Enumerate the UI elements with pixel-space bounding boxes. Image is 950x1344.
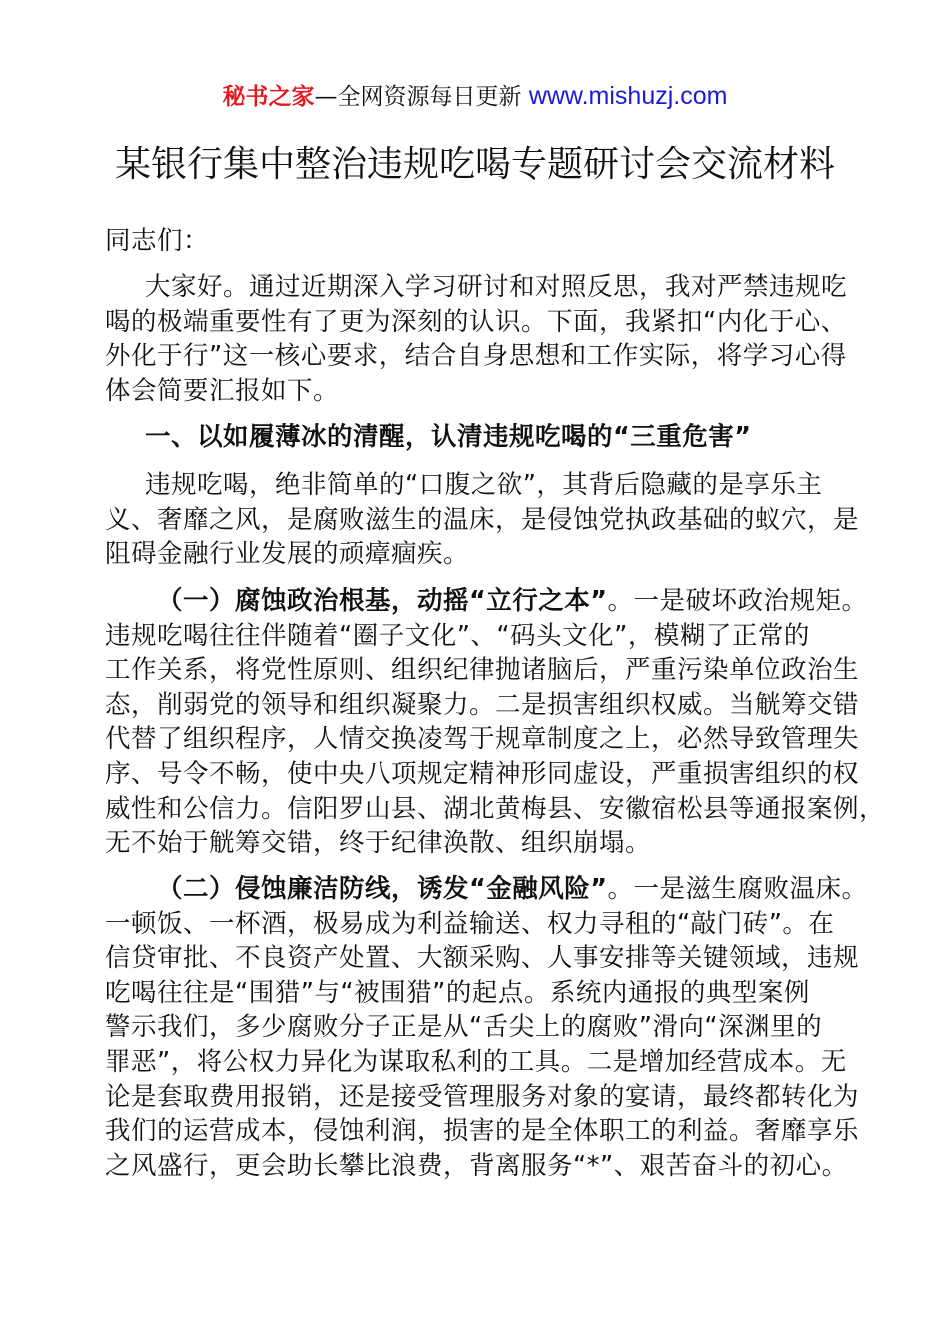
paragraph-line: 信贷审批、不良资产处置、大额采购、人事安排等关键领域，违规 xyxy=(105,943,860,974)
paragraph-line: 违规吃喝往往伴随着“圈子文化”、“码头文化”，模糊了正常的 xyxy=(105,620,810,651)
paragraph-line xyxy=(105,584,868,619)
paragraph-line: 序、号令不畅，使中央八项规定精神形同虚设，严重损害组织的权 xyxy=(105,758,860,789)
paragraph-line: 工作关系，将党性原则、组织纪律抛诸脑后，严重污染单位政治生 xyxy=(105,655,860,686)
paragraph-line: 一顿饭、一杯酒，极易成为利益输送、权力寻租的“敲门砖”。在 xyxy=(105,908,835,939)
subsection2-paragraph xyxy=(105,872,868,1183)
paragraph-line: 吃喝往往是“围猎”与“被围猎”的起点。系统内通报的典型案例 xyxy=(105,977,810,1008)
paragraph-line: 罪恶”，将公权力异化为谋取私利的工具。二是增加经营成本。无 xyxy=(105,1046,847,1077)
paragraph-line: 论是套取费用报销，还是接受管理服务对象的宴请，最终都转化为 xyxy=(105,1081,860,1112)
section1-heading-block xyxy=(105,420,865,455)
paragraph-line: 大家好。通过近期深入学习研讨和对照反思，我对严禁违规吃 xyxy=(145,272,848,302)
paragraph-line: 喝的极端重要性有了更为深刻的认识。下面，我紧扣“内化于心、 xyxy=(105,306,847,337)
paragraph-line: 违规吃喝，绝非简单的“口腹之欲”，其背后隐藏的是享乐主 xyxy=(145,470,823,500)
subsection-heading: （二）侵蚀廉洁防线，诱发“金融风险” xyxy=(157,874,608,904)
paragraph-line: 义、奢靡之风，是腐败滋生的温床，是侵蚀党执政基础的蚁穴，是 xyxy=(105,504,860,535)
subsection-heading: （一）腐蚀政治根基，动摇“立行之本” xyxy=(157,586,608,616)
paragraph-line xyxy=(105,872,868,907)
paragraph-line: 警示我们，多少腐败分子正是从“舌尖上的腐败”滑向“深渊里的 xyxy=(105,1012,823,1043)
section1-intro-paragraph xyxy=(105,468,865,572)
paragraph-line: 态，削弱党的领导和组织凝聚力。二是损害组织权威。当觥筹交错 xyxy=(105,689,860,720)
site-header xyxy=(0,80,950,113)
paragraph-line: 我们的运营成本，侵蚀利润，损害的是全体职工的利益。奢靡享乐 xyxy=(105,1116,860,1147)
salutation-text: 同志们： xyxy=(105,226,210,256)
paragraph-line: 体会简要汇报如下。 xyxy=(105,375,340,406)
paragraph-line: 代替了组织程序，人情交换凌驾于规章制度之上，必然导致管理失 xyxy=(105,724,860,755)
paragraph-line: 之风盛行，更会助长攀比浪费，背离服务“*”、艰苦奋斗的初心。 xyxy=(105,1150,848,1181)
document-title: 某银行集中整治违规吃喝专题研讨会交流材料 xyxy=(114,144,835,185)
paragraph-line: 阻碍金融行业发展的顽瘴痼疾。 xyxy=(105,539,470,570)
salutation xyxy=(105,224,865,259)
site-url-link[interactable]: www.mishuzj.com xyxy=(528,82,728,110)
paragraph-text: 。一是破坏政治规矩。 xyxy=(607,586,868,616)
site-brand: 秘书之家 xyxy=(222,84,315,110)
paragraph-text: 。一是滋生腐败温床。 xyxy=(607,874,868,904)
subsection1-paragraph xyxy=(105,584,886,861)
intro-paragraph xyxy=(105,270,865,408)
section-heading xyxy=(105,420,865,455)
paragraph-line: 外化于行”这一核心要求，结合自身思想和工作实际，将学习心得 xyxy=(105,341,847,372)
paragraph-line: 威性和公信力。信阳罗山县、湖北黄梅县、安徽宿松县等通报案例， xyxy=(105,793,886,824)
site-tagline: —全网资源每日更新 xyxy=(314,84,529,110)
section-heading-text: 一、以如履薄冰的清醒，认清违规吃喝的“三重危害” xyxy=(145,422,752,452)
paragraph-line: 无不始于觥筹交错，终于纪律涣散、组织崩塌。 xyxy=(105,828,652,859)
